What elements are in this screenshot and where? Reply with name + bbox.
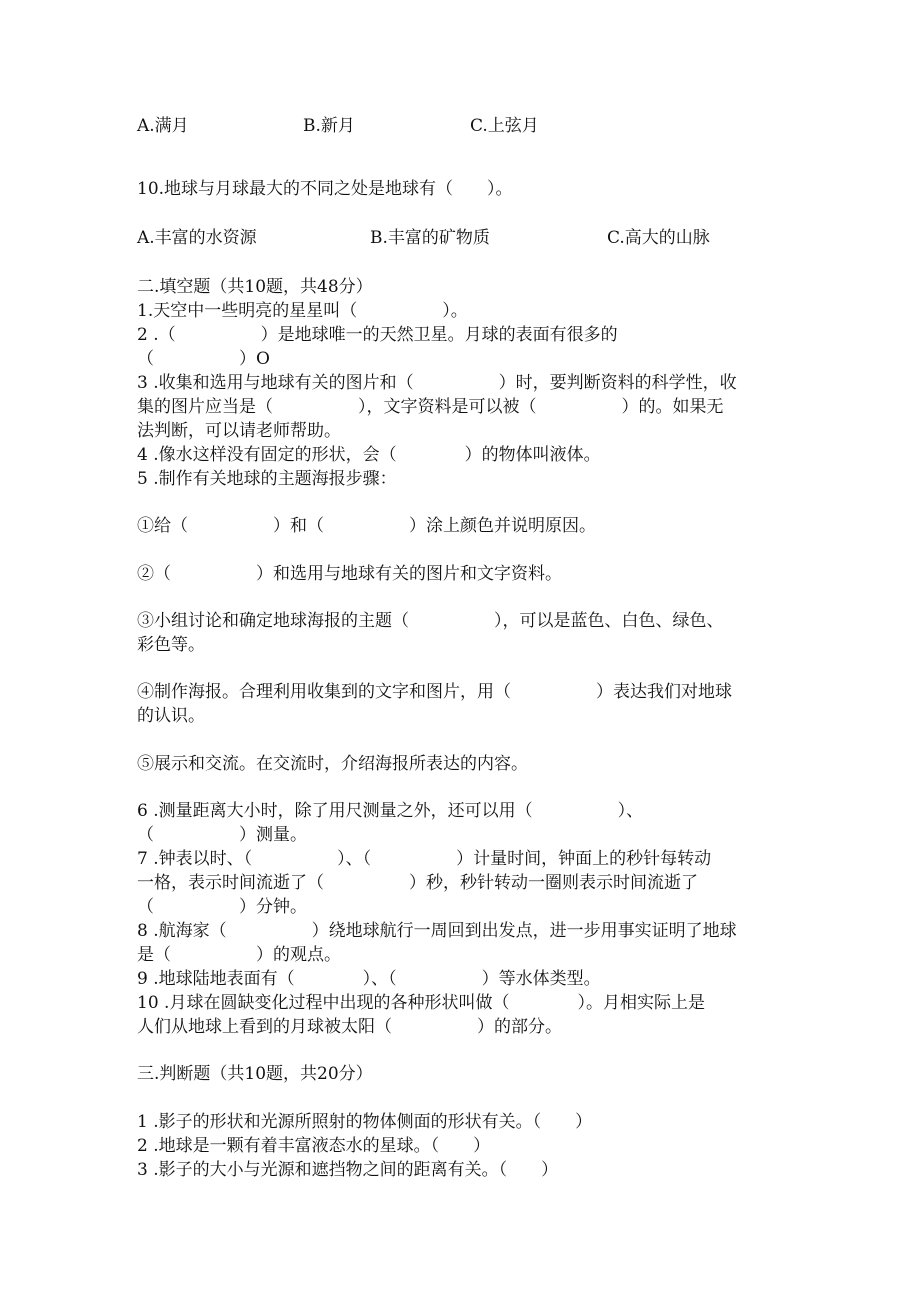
fill-line: 彩色等。 [137,635,205,655]
fill-line: 一格，表示时间流逝了（ ）秒，秒针转动一圈则表示时间流逝了 [137,873,698,893]
fill-line: ④制作海报。合理利用收集到的文字和图片，用（ ）表达我们对地球 [137,682,732,702]
fill-line: 8 .航海家（ ）绕地球航行一周回到出发点，进一步用事实证明了地球 [137,921,737,941]
fill-line: 7 .钟表以时、（ ）、（ ）计量时间，钟面上的秒针每转动 [137,849,712,869]
fill-line: （ ）O [137,349,270,369]
q10-option-c: C.高大的山脉 [607,228,710,248]
fill-line: ②（ ）和选用与地球有关的图片和文字资料。 [137,564,562,584]
fill-line: 4 .像水这样没有固定的形状，会（ ）的物体叫液体。 [137,445,601,465]
fill-line: （ ）分钟。 [137,897,307,917]
judge-line: 1 .影子的形状和光源所照射的物体侧面的形状有关。（ ） [137,1112,593,1132]
judge-line: 2 .地球是一颗有着丰富液态水的星球。（ ） [137,1136,491,1156]
q9-option-b: B.新月 [303,116,355,136]
fill-line: 的认识。 [137,706,205,726]
fill-line: 是（ ）的观点。 [137,945,341,965]
fill-line: 9 .地球陆地表面有（ ）、（ ）等水体类型。 [137,969,601,989]
fill-line: 人们从地球上看到的月球被太阳（ ）的部分。 [137,1017,562,1037]
fill-line: 3 .收集和选用与地球有关的图片和（ ）时，要判断资料的科学性，收 [137,373,737,393]
fill-line: ③小组讨论和确定地球海报的主题（ ），可以是蓝色、白色、绿色、 [137,611,724,631]
fill-line: 法判断，可以请老师帮助。 [137,421,341,441]
fill-line: 集的图片应当是（ ），文字资料是可以被（ ）的。如果无 [137,397,724,417]
fill-line: 1.天空中一些明亮的星星叫（ ）。 [137,301,468,321]
q10-option-a: A.丰富的水资源 [137,228,257,248]
q9-option-a: A.满月 [137,116,189,136]
fill-line: （ ）测量。 [137,825,307,845]
q9-option-c: C.上弦月 [470,116,539,136]
fill-line: ⑤展示和交流。在交流时，介绍海报所表达的内容。 [137,754,528,774]
fill-line: 10 .月球在圆缺变化过程中出现的各种形状叫做（ ）。月相实际上是 [137,993,705,1013]
fill-line: 2 .（ ）是地球唯一的天然卫星。月球的表面有很多的 [137,325,618,345]
fill-line: 6 .测量距离大小时，除了用尺测量之外，还可以用（ ）、 [137,801,644,821]
q10-option-b: B.丰富的矿物质 [370,228,490,248]
q10-stem: 10.地球与月球最大的不同之处是地球有（ ）。 [137,179,513,199]
fill-line: ①给（ ）和（ ）涂上颜色并说明原因。 [137,516,596,536]
section2-title: 二.填空题（共10题，共48分） [137,277,373,297]
fill-line: 5 .制作有关地球的主题海报步骤： [137,469,397,489]
section3-title: 三.判断题（共10题，共20分） [137,1064,373,1084]
judge-line: 3 .影子的大小与光源和遮挡物之间的距离有关。（ ） [137,1160,559,1180]
